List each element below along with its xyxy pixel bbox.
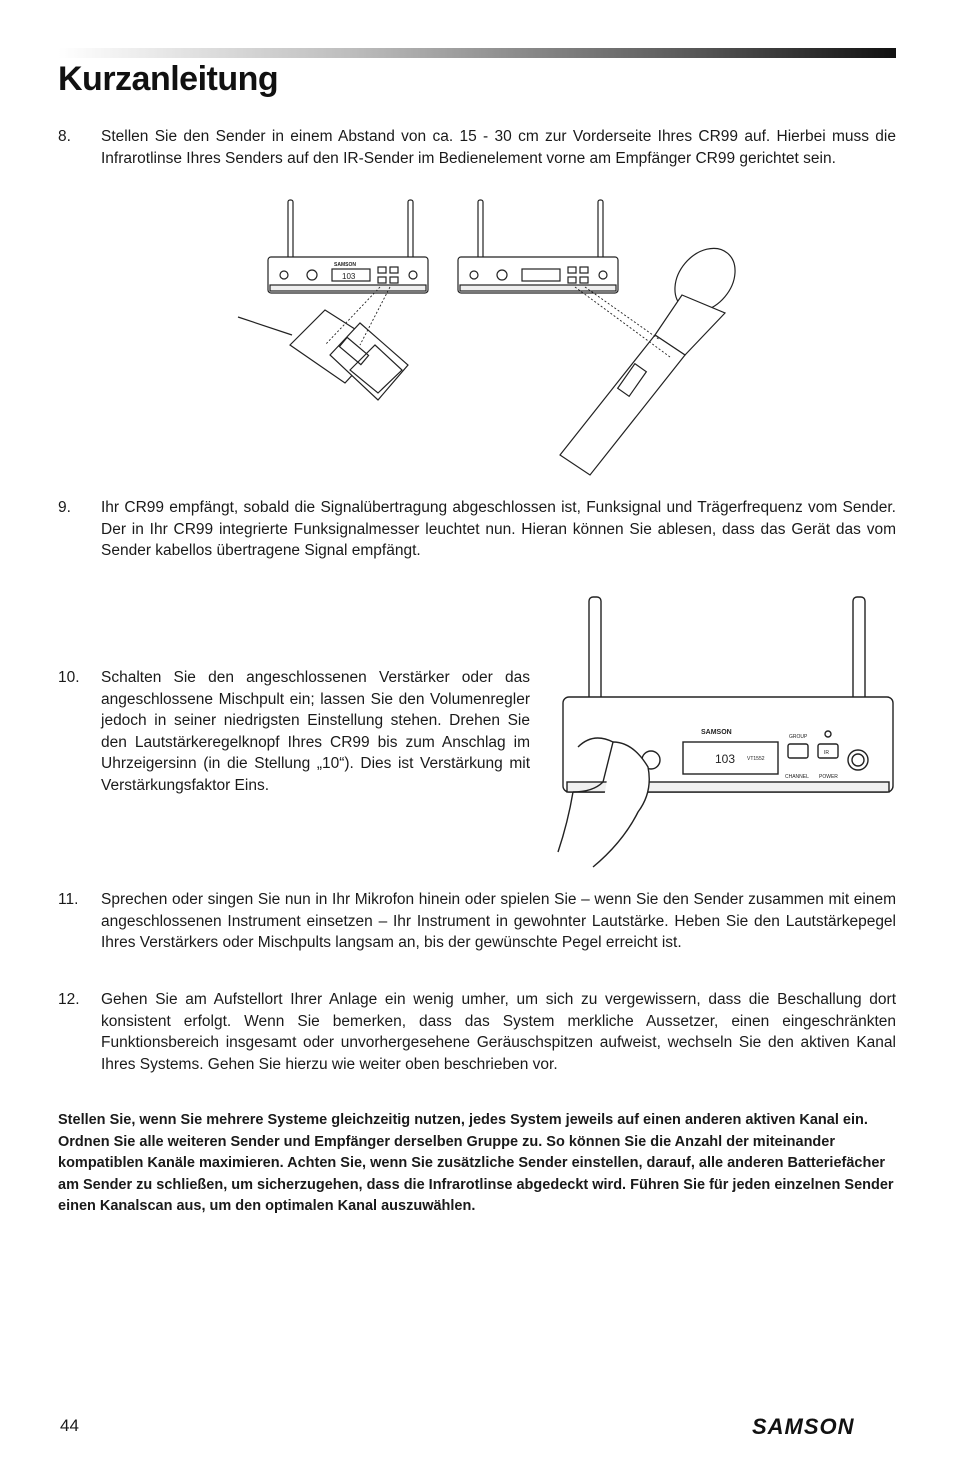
display-freq-text: VT1552 [747,756,765,762]
step-number: 12. [58,991,80,1008]
illustration-transmitter-setup [230,195,750,480]
page-number: 44 [60,1416,79,1435]
display-channel-text-large: 103 [715,752,736,766]
step-text: Schalten Sie den angeschlossenen Verstärker oder das angeschlossene Mischpult ein; lassen Sie den Volumenregler jedoch in seiner niedrigsten Einstellung stehen. Drehen Sie den Lautstärkeregelknopf Ihres CR99 bis zum Anschlag im Uhrzeigersinn (in die Stellung „10“). Dies ist Verstärkung mit Verstärkungsfaktor Eins. [101,669,530,794]
header-gradient-bar [58,48,896,58]
step-text: Stellen Sie den Sender in einem Abstand von ca. 15 - 30 cm zur Vorderseite Ihres CR99 auf. Hierbei muss die Infrarotlinse Ihres Senders auf den IR-Sender im Bedienelement vorne am Empfänger CR99 gerichtet sein. [101,128,896,167]
bodypack-transmitter [238,310,408,400]
step-10 [58,667,530,796]
brand-logo: SAMSON [752,1414,855,1439]
illustration-volume-knob [553,592,896,870]
step-12 [58,989,896,1075]
step-9 [58,497,896,562]
step-text: Ihr CR99 empfängt, sobald die Signalübertragung abgeschlossen ist, Funksignal und Trägerfrequenz vom Sender. Der in Ihr CR99 integrierte Funksignalmesser leuchtet nun. Hieran können Sie ablesen, dass das Gerät das vom Sender kabellos übertragene Signal empfängt. [101,499,896,559]
group-button-label: GROUP [789,734,808,740]
page-title: Kurzanleitung [58,60,279,98]
step-number: 8. [58,128,71,145]
channel-label: CHANNEL [785,774,809,780]
receiver-brand-text: SAMSON [334,262,356,268]
step-text: Sprechen oder singen Sie nun in Ihr Mikrofon hinein oder spielen Sie – wenn Sie den Sender zusammen mit einem angeschlossenen Instrument einsetzen – Ihr Instrument in gewohnter Lautstärke. Heben Sie den Lautstärkepegel Ihres Verstärkers oder Mischpults langsam an, bis der gewünschte Pegel erreicht ist. [101,891,896,951]
ir-button-label: IR [824,750,829,756]
step-number: 9. [58,499,71,516]
step-8 [58,126,896,169]
power-label: POWER [819,774,838,780]
step-11 [58,889,896,954]
display-channel-text: 103 [342,272,356,281]
step-number: 11. [58,891,79,908]
step-text: Gehen Sie am Aufstellort Ihrer Anlage ein wenig umher, um sich zu vergewissern, dass die Beschallung dort konsistent erfolgt. Wenn Sie bemerken, dass das System merkliche Aussetzer, einen eingeschränkten Funktionsbereich insgesamt oder unvorhergesehene Geräuschspitzen aufweist, wechseln Sie den aktiven Kanal Ihres Systems. Gehen Sie hierzu wie weiter oben beschrieben vor. [101,991,896,1073]
receiver-unit-right [458,200,618,293]
bold-note: Stellen Sie, wenn Sie mehrere Systeme gleichzeitig nutzen, jedes System jeweils auf einen anderen aktiven Kanal ein. Ordnen Sie alle weiteren Sender und Empfänger derselben Gruppe zu. So können Sie die Anzahl der miteinander kompatiblen Kanäle maximieren. Achten Sie, wenn Sie zusätzliche Sender einstellen, darauf, alle anderen Batteriefächer am Sender zu schließen, um sicherzugehen, dass die Infrarotlinse abgedeckt wird. Führen Sie für jeden einzelnen Sender einen Kanalscan aus, um den optimalen Kanal auszuwählen. [58,1112,894,1214]
step-number: 10. [58,669,80,686]
receiver-brand-text-large: SAMSON [701,729,732,736]
